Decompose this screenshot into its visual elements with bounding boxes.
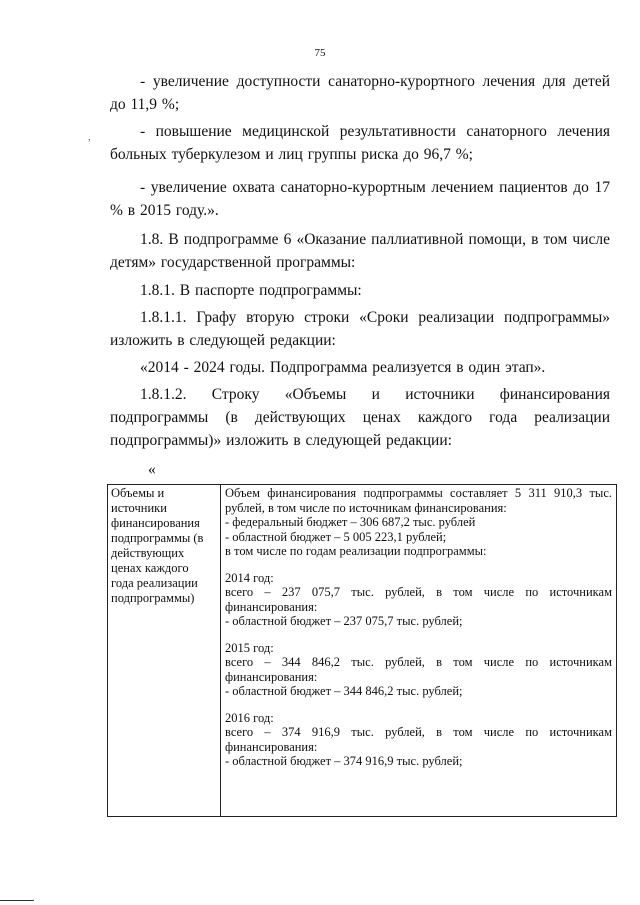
open-quote: « — [148, 461, 156, 478]
paragraph-financing-row: 1.8.1.2. Строку «Объемы и источники финансирования подпрограммы (в действующих ценах каждого года реализации подпрограммы)» изложить в следующей редакции: — [110, 386, 610, 449]
year-total-2016: всего – 374 916,9 тыс. рублей, в том числе по источникам финансирования: — [225, 725, 612, 754]
label-line: Объемы и — [111, 486, 165, 500]
financing-table-value-cell — [221, 485, 616, 816]
paragraph-timeframe-row: 1.8.1.1. Графу вторую строки «Сроки реализации подпрограммы» изложить в следующей редакции: — [110, 309, 610, 349]
page-number: 75 — [314, 47, 326, 59]
label-line: подпрограммы) — [111, 591, 195, 605]
year-total-2014: всего – 237 075,7 тыс. рублей, в том числе по источникам финансирования: — [225, 585, 612, 614]
stray-mark: , — [88, 132, 91, 143]
paragraph-coverage: - увеличение охвата санаторно-курортным лечением пациентов до 17 % в 2015 году.». — [110, 179, 610, 219]
year-label-2015: 2015 год: — [225, 640, 274, 655]
financing-table — [107, 484, 617, 817]
label-line: ценах каждого — [111, 561, 189, 575]
label-line: источники — [111, 501, 167, 515]
year-label-2016: 2016 год: — [225, 710, 274, 725]
footer-rule — [0, 900, 34, 901]
year-regional-2014: - областной бюджет – 237 075,7 тыс. рублей; — [225, 614, 463, 628]
paragraph-passport: 1.8.1. В паспорте подпрограммы: — [140, 282, 362, 299]
year-total-2015: всего – 344 846,2 тыс. рублей, в том числе по источникам финансирования: — [225, 655, 612, 684]
federal-budget: - федеральный бюджет – 306 687,2 тыс. рублей — [225, 515, 476, 529]
label-line: года реализации — [111, 576, 198, 590]
label-line: финансирования — [111, 516, 200, 530]
total-financing: Объем финансирования подпрограммы составляет 5 311 910,3 тыс. рублей, в том числе по источникам финансирования: — [225, 486, 612, 515]
paragraph-sanatorium-children: - увеличение доступности санаторно-курортного лечения для детей до 11,9 %; — [110, 73, 610, 113]
year-regional-2015: - областной бюджет – 344 846,2 тыс. рублей; — [225, 684, 463, 698]
paragraph-tuberculosis: - повышение медицинской результативности санаторного лечения больных туберкулезом и лиц группы риска до 96,7 %; — [110, 123, 610, 163]
label-line: подпрограммы (в — [111, 531, 204, 545]
paragraph-subprogram-6: 1.8. В подпрограмме 6 «Оказание паллиативной помощи, в том числе детям» государственной программы: — [110, 231, 610, 271]
regional-budget: - областной бюджет – 5 005 223,1 рублей; — [225, 529, 447, 544]
label-line: действующих — [111, 546, 185, 560]
year-regional-2016: - областной бюджет – 374 916,9 тыс. рублей; — [225, 754, 463, 768]
financing-table-label-cell — [108, 485, 221, 816]
by-years-intro: в том числе по годам реализации подпрограммы: — [225, 544, 487, 558]
year-label-2014: 2014 год: — [225, 570, 274, 585]
paragraph-timeframe-text: «2014 - 2024 годы. Подпрограмма реализуется в один этап». — [140, 359, 546, 376]
